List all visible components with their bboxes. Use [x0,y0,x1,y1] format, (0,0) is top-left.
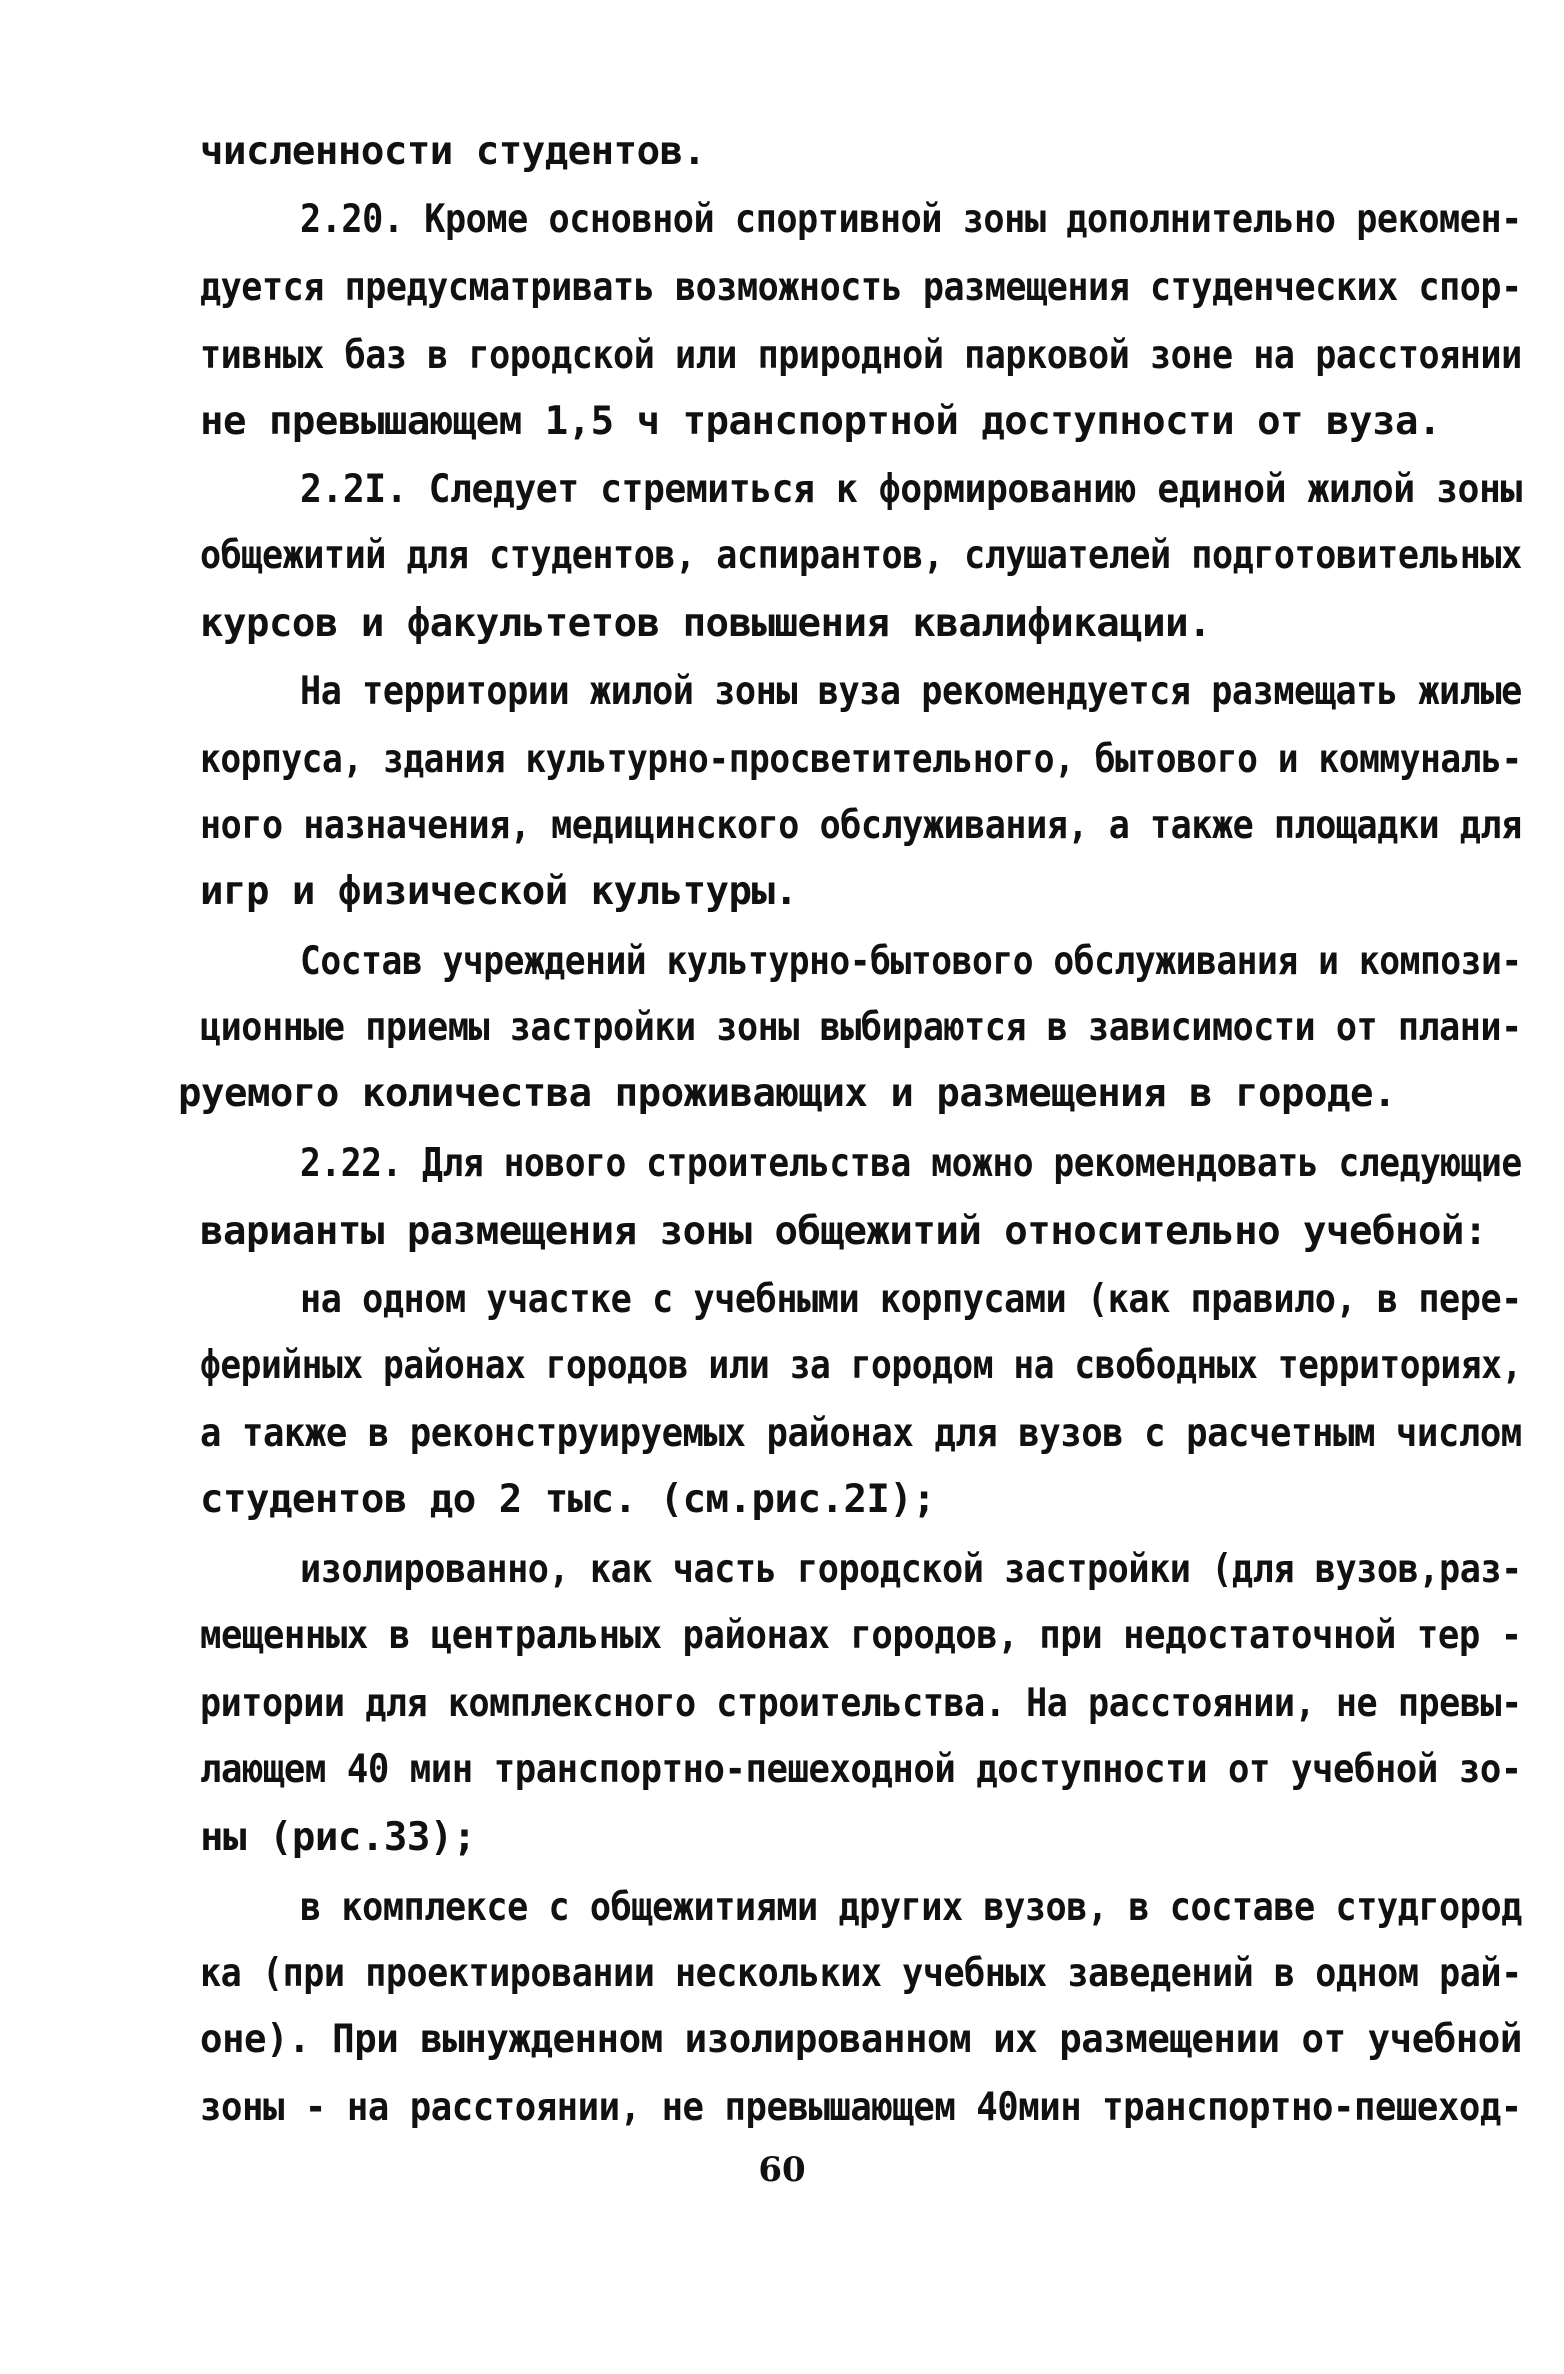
text-line: тивных баз в городской или природной парковой зоне на расстоянии [200,333,1522,378]
text-line: ционные приемы застройки зоны выбираются в зависимости от плани- [200,1005,1522,1050]
text-line: в комплексе с общежитиями других вузов, в составе студгород [300,1885,1522,1930]
text-line: 2.2I. Следует стремиться к формированию единой жилой зоны [300,467,1522,512]
text-line: не превышающем 1,5 ч транспортной доступности от вуза. [200,399,1441,444]
text-line: руемого количества проживающих и размещения в городе. [178,1071,1396,1116]
text-line: а также в реконструируемых районах для вузов с расчетным числом [200,1411,1522,1456]
text-line: варианты размещения зоны общежитий относительно учебной: [200,1209,1487,1254]
text-line: ферийных районах городов или за городом на свободных территориях, [200,1343,1522,1388]
text-line: общежитий для студентов, аспирантов, слушателей подготовительных [200,533,1522,578]
text-line: курсов и факультетов повышения квалификации. [200,601,1212,646]
text-line: Состав учреждений культурно-бытового обслуживания и компози- [300,939,1522,984]
text-line: дуется предусматривать возможность размещения студенческих спор- [200,265,1522,310]
text-line: ка (при проектировании нескольких учебных заведений в одном рай- [200,1951,1522,1996]
text-line: изолированно, как часть городской застройки (для вузов,раз- [300,1547,1522,1592]
text-line: 2.20. Кроме основной спортивной зоны дополнительно рекомен- [300,197,1522,242]
text-line: оне). При вынужденном изолированном их размещении от учебной [200,2017,1522,2062]
text-line: студентов до 2 тыс. (см.рис.2I); [200,1477,936,1522]
text-line: На территории жилой зоны вуза рекомендуется размещать жилые [300,669,1522,714]
text-line: корпуса, здания культурно-просветительного, бытового и коммуналь- [200,737,1522,782]
text-line: на одном участке с учебными корпусами (как правило, в пере- [300,1277,1522,1322]
text-line: зоны - на расстоянии, не превышающем 40мин транспортно-пешеход- [200,2085,1522,2130]
text-line: ритории для комплексного строительства. На расстоянии, не превы- [200,1681,1522,1726]
text-line: мещенных в центральных районах городов, при недостаточной тер - [200,1613,1522,1658]
text-line: ны (рис.33); [200,1815,476,1860]
text-line: игр и физической культуры. [200,869,798,914]
page-number: 60 [758,2150,806,2190]
text-line: 2.22. Для нового строительства можно рекомендовать следующие [300,1141,1522,1186]
text-line: лающем 40 мин транспортно-пешеходной доступности от учебной зо- [200,1747,1522,1792]
text-line: ного назначения, медицинского обслуживания, а также площадки для [200,803,1522,848]
text-line: численности студентов. [200,129,706,174]
